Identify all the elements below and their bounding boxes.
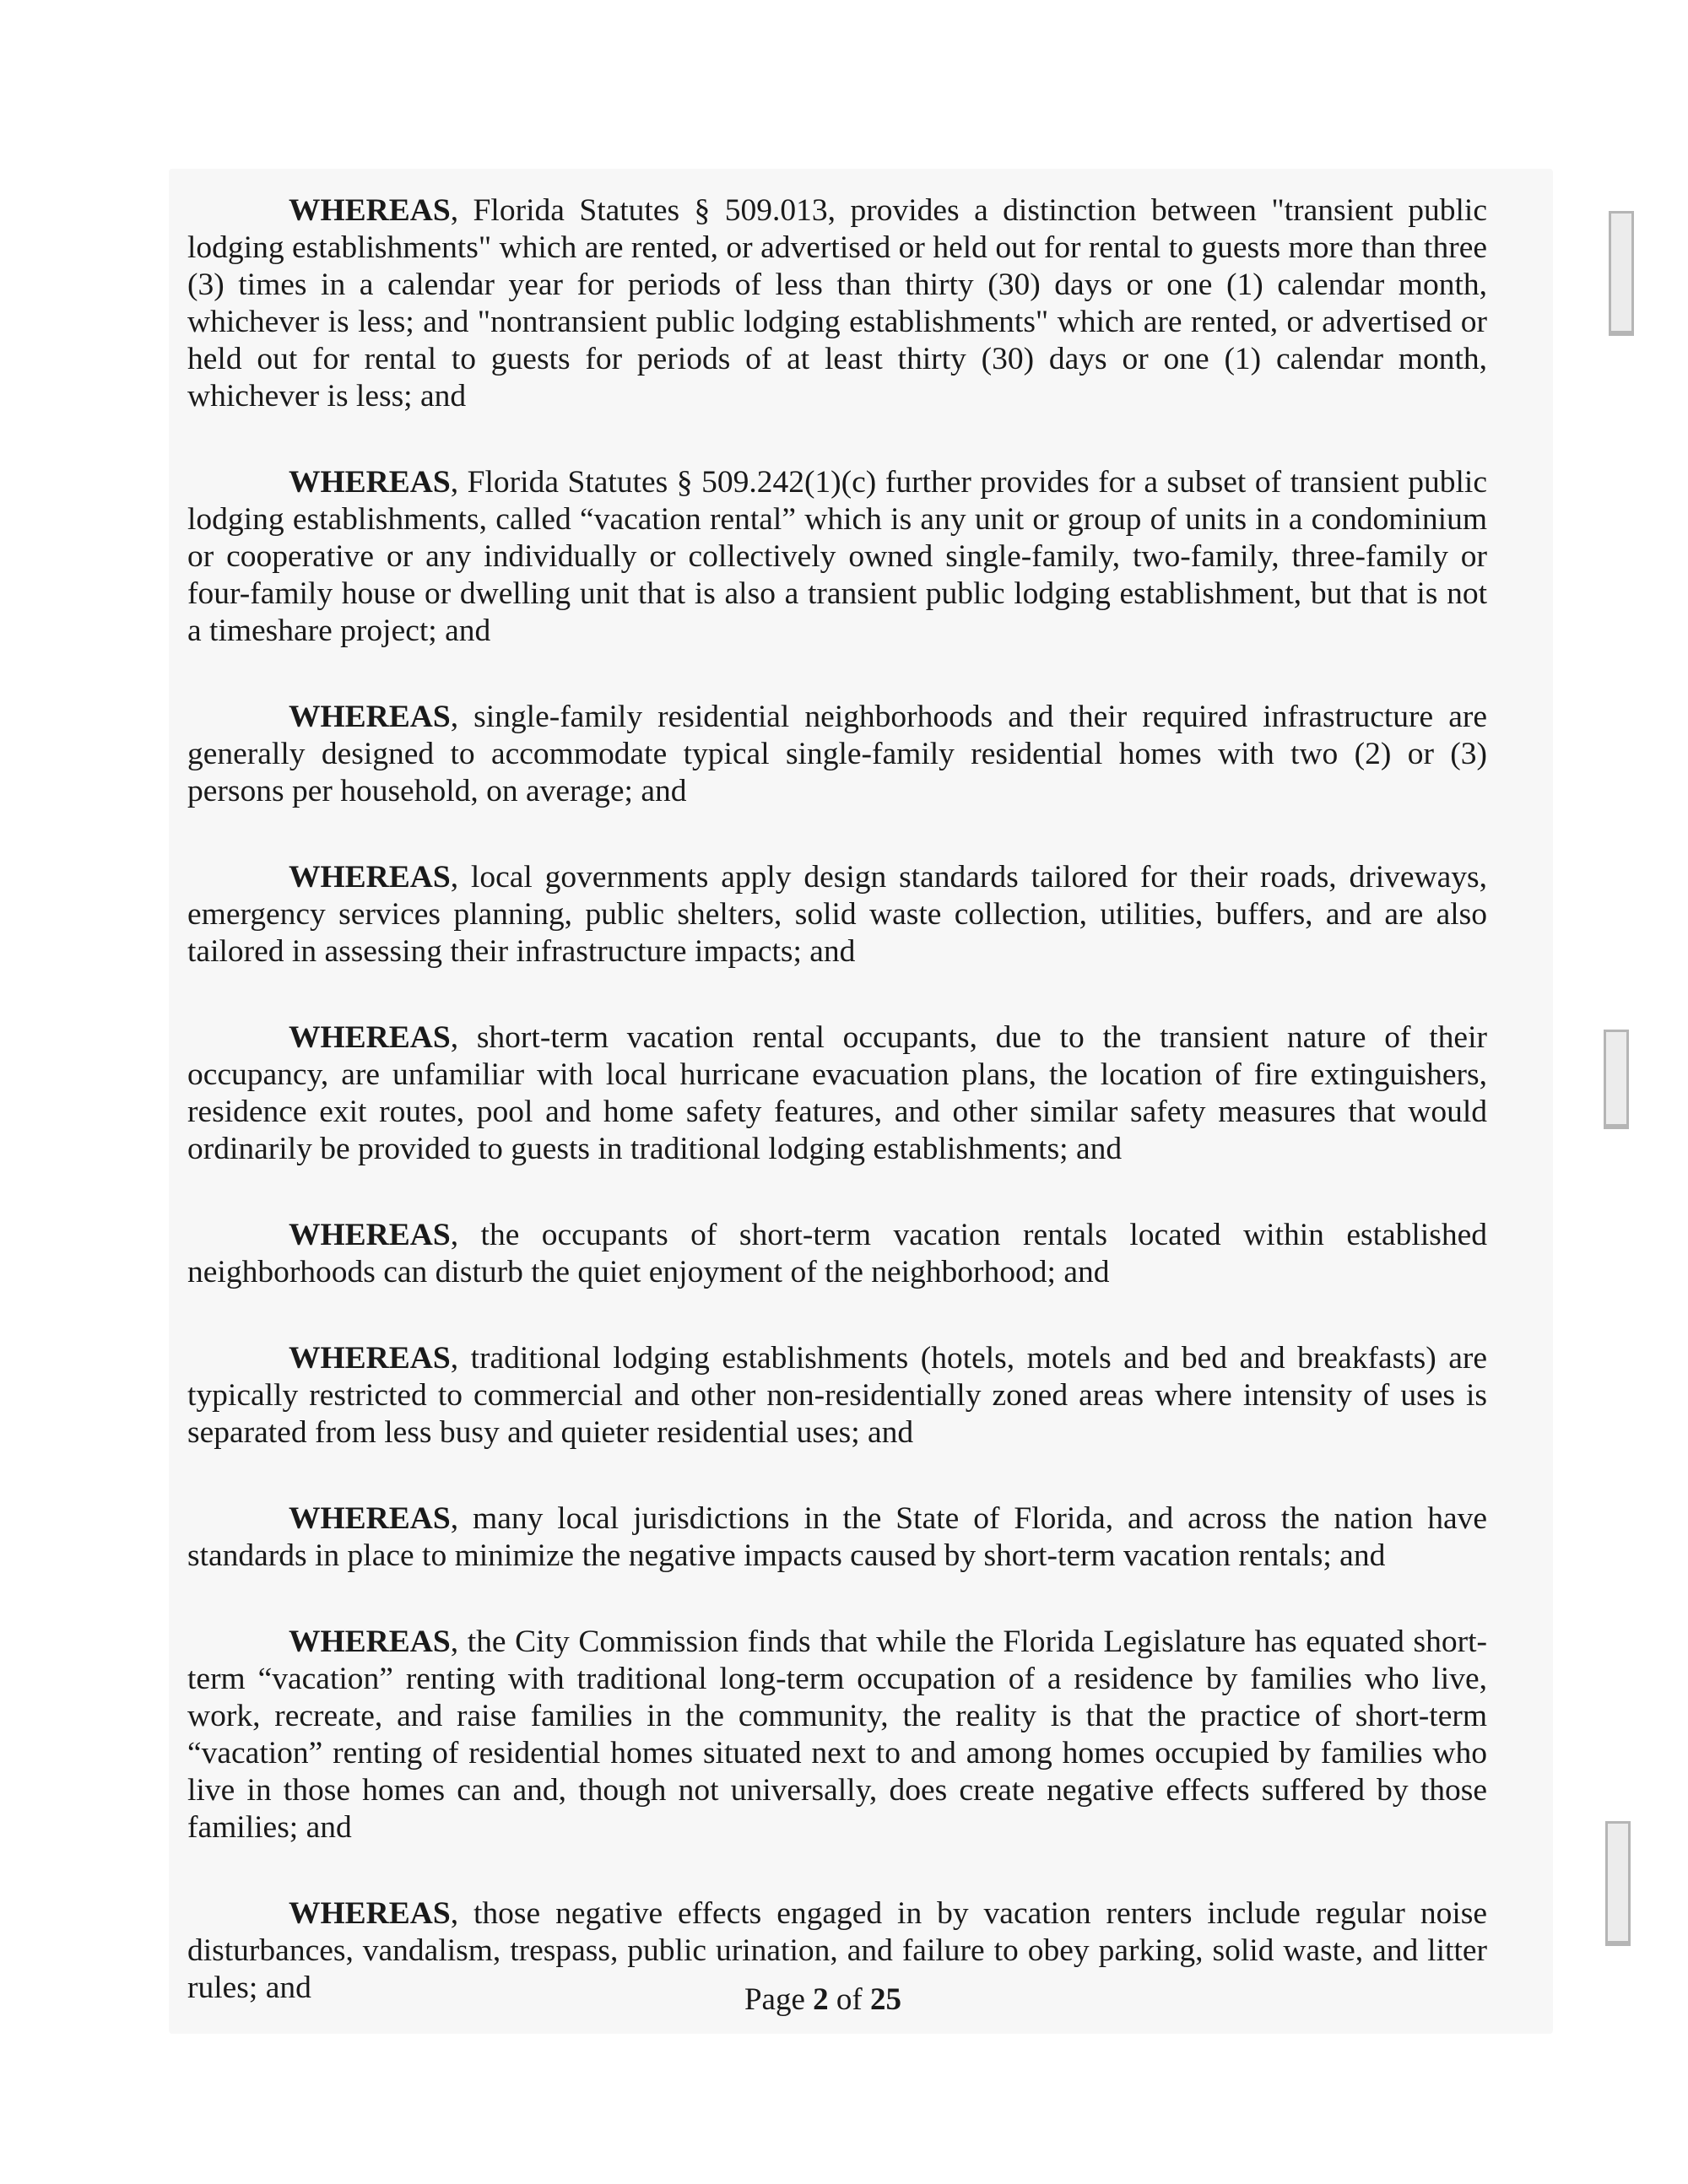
whereas-keyword: WHEREAS bbox=[289, 1020, 451, 1055]
whereas-paragraph bbox=[187, 1500, 1487, 1575]
paragraph-text: , Florida Statutes § 509.013, provides a distinction between "transient public lodging establishments" which are rented, or advertised or held out for rental to guests more than three (3) times in a calendar year for periods of less than thirty (30) days or one (1) calendar month, whichever is less; and "nontransient public lodging establishments" which are rented, or advertised or held out for rental to guests for periods of at least thirty (30) days or one (1) calendar month, whichever is less; and bbox=[187, 193, 1487, 414]
whereas-paragraph bbox=[187, 1624, 1487, 1846]
whereas-paragraph bbox=[187, 859, 1487, 970]
page-total: 25 bbox=[870, 1982, 901, 2017]
whereas-paragraph bbox=[187, 1340, 1487, 1451]
whereas-paragraph bbox=[187, 192, 1487, 415]
whereas-keyword: WHEREAS bbox=[289, 1501, 451, 1536]
whereas-keyword: WHEREAS bbox=[289, 1624, 451, 1659]
margin-tab-marker bbox=[1605, 1821, 1631, 1946]
paragraph-text: , many local jurisdictions in the State of Florida, and across the nation have standards in place to minimize the negative impacts caused by short-term vacation rentals; and bbox=[187, 1501, 1487, 1573]
whereas-keyword: WHEREAS bbox=[289, 1896, 451, 1931]
page-of-label: of bbox=[828, 1982, 870, 2017]
margin-tab-marker bbox=[1609, 211, 1634, 336]
paragraph-text: , those negative effects engaged in by vacation renters include regular noise disturbances, vandalism, trespass, public urination, and failure to obey parking, solid waste, and litter rules; and bbox=[187, 1896, 1487, 2005]
whereas-paragraph bbox=[187, 1019, 1487, 1168]
paragraph-text: , Florida Statutes § 509.242(1)(c) further provides for a subset of transient public lodging establishments, called “vacation rental” which is any unit or group of units in a condominium or cooperative or any individually or collectively owned single-family, two-family, three-family or four-family house or dwelling unit that is also a transient public lodging establishment, but that is not a timeshare project; and bbox=[187, 465, 1487, 648]
page-label: Page bbox=[744, 1982, 814, 2017]
page-footer bbox=[0, 1981, 1646, 2018]
paragraph-text: , the occupants of short-term vacation rentals located within established neighborhoods can disturb the quiet enjoyment of the neighborhood; and bbox=[187, 1218, 1487, 1289]
whereas-keyword: WHEREAS bbox=[289, 700, 451, 734]
whereas-keyword: WHEREAS bbox=[289, 465, 451, 500]
whereas-keyword: WHEREAS bbox=[289, 193, 451, 228]
document-body bbox=[187, 192, 1487, 2056]
whereas-keyword: WHEREAS bbox=[289, 860, 451, 895]
paragraph-text: , the City Commission finds that while the Florida Legislature has equated short-term “vacation” renting with traditional long-term occupation of a residence by families who live, work, recreate, and raise families in the community, the reality is that the practice of short-term “vacation” renting of residential homes situated next to and among homes occupied by families who live in those homes can and, though not universally, does create negative effects suffered by those families; and bbox=[187, 1624, 1487, 1845]
paragraph-text: , single-family residential neighborhoods and their required infrastructure are generally designed to accommodate typical single-family residential homes with two (2) or (3) persons per household, on average; and bbox=[187, 700, 1487, 808]
whereas-paragraph bbox=[187, 1217, 1487, 1291]
page-number: 2 bbox=[813, 1982, 829, 2017]
whereas-paragraph bbox=[187, 464, 1487, 650]
margin-tab-marker bbox=[1604, 1030, 1629, 1129]
whereas-keyword: WHEREAS bbox=[289, 1218, 451, 1252]
paragraph-text: , short-term vacation rental occupants, due to the transient nature of their occupancy, are unfamiliar with local hurricane evacuation plans, the location of fire extinguishers, residence exit routes, pool and home safety features, and other similar safety measures that would ordinarily be provided to guests in traditional lodging establishments; and bbox=[187, 1020, 1487, 1166]
whereas-keyword: WHEREAS bbox=[289, 1341, 451, 1376]
paragraph-text: , traditional lodging establishments (hotels, motels and bed and breakfasts) are typically restricted to commercial and other non-residentially zoned areas where intensity of uses is separated from less busy and quieter residential uses; and bbox=[187, 1341, 1487, 1450]
whereas-paragraph bbox=[187, 699, 1487, 810]
paragraph-text: , local governments apply design standards tailored for their roads, driveways, emergency services planning, public shelters, solid waste collection, utilities, buffers, and are also tailored in assessing their infrastructure impacts; and bbox=[187, 860, 1487, 969]
